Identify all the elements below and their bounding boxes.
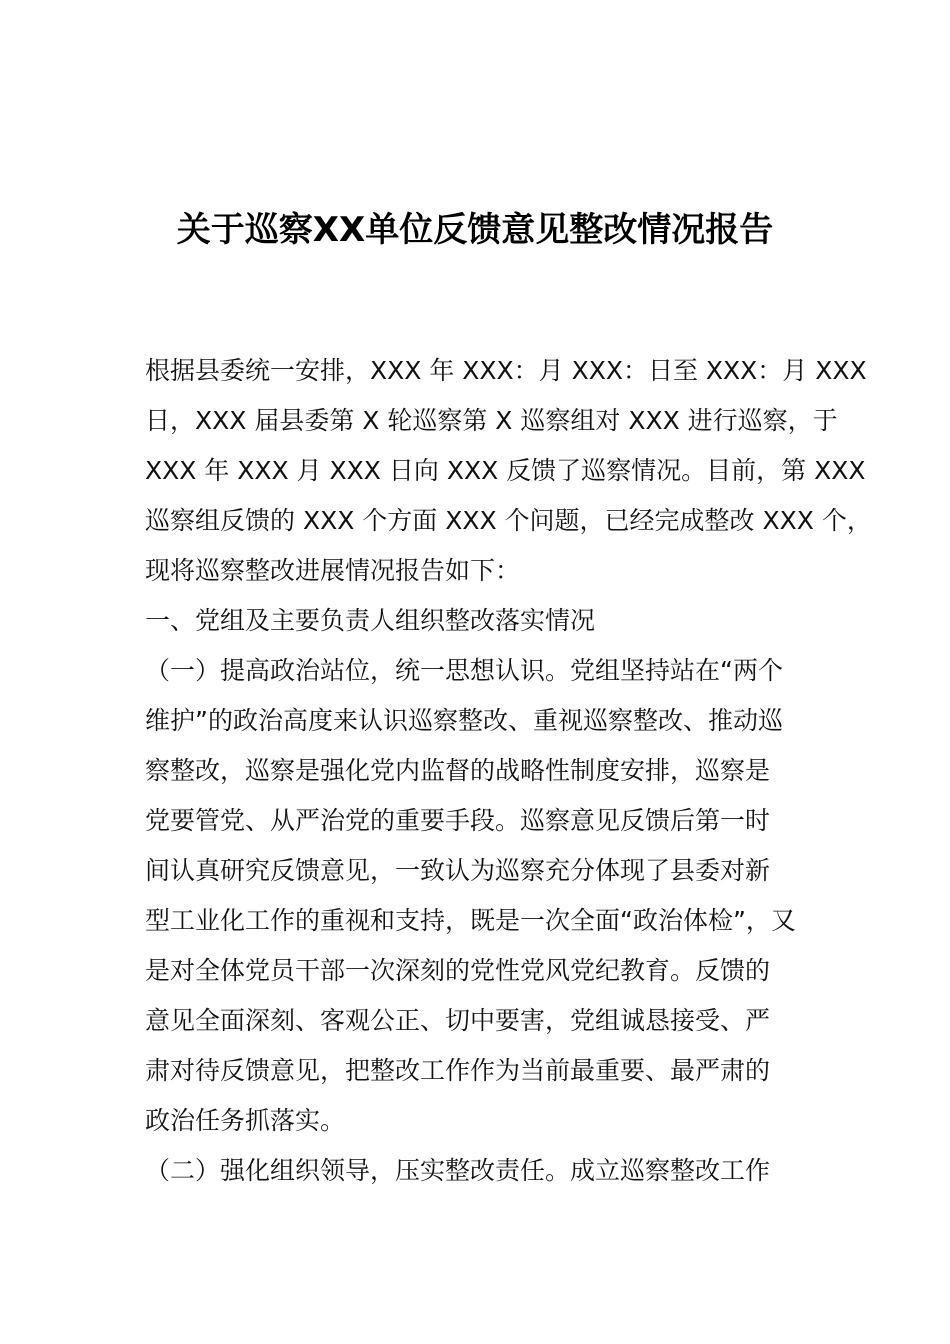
body-line: 日，XXX 届县委第 X 轮巡察第 X 巡察组对 XXX 进行巡察，于 — [145, 406, 838, 435]
body-line: 现将巡察整改进展情况报告如下： — [145, 556, 521, 585]
body-line: 肃对待反馈意见，把整改工作作为当前最重要、最严肃的 — [145, 1056, 771, 1085]
body-line: （二）强化组织领导，压实整改责任。成立巡察整改工作 — [145, 1156, 771, 1185]
body-line: 意见全面深刻、客观公正、切中要害，党组诚恳接受、严 — [145, 1006, 771, 1035]
body-line: 党要管党、从严治党的重要手段。巡察意见反馈后第一时 — [145, 806, 771, 835]
body-line: 巡察组反馈的 XXX 个方面 XXX 个问题，已经完成整改 XXX 个， — [145, 506, 872, 535]
body-line: 型工业化工作的重视和支持，既是一次全面“政治体检”，又 — [145, 906, 796, 935]
section-heading: 一、党组及主要负责人组织整改落实情况 — [145, 606, 596, 635]
document-body — [145, 346, 872, 1196]
body-line: 维护”的政治高度来认识巡察整改、重视巡察整改、推动巡 — [145, 706, 783, 735]
document-title: 关于巡察XX单位反馈意见整改情况报告 — [176, 210, 774, 250]
body-line: 间认真研究反馈意见，一致认为巡察充分体现了县委对新 — [145, 856, 771, 885]
body-line: 察整改，巡察是强化党内监督的战略性制度安排，巡察是 — [145, 756, 771, 785]
body-line: （一）提高政治站位，统一思想认识。党组坚持站在“两个 — [145, 656, 783, 685]
body-line: XXX 年 XXX 月 XXX 日向 XXX 反馈了巡察情况。目前，第 XXX — [145, 456, 866, 485]
body-line: 根据县委统一安排，XXX 年 XXX：月 XXX：日至 XXX：月 XXX — [145, 356, 867, 385]
body-line: 是对全体党员干部一次深刻的党性党风党纪教育。反馈的 — [145, 956, 771, 985]
body-line: 政治任务抓落实。 — [145, 1106, 346, 1135]
